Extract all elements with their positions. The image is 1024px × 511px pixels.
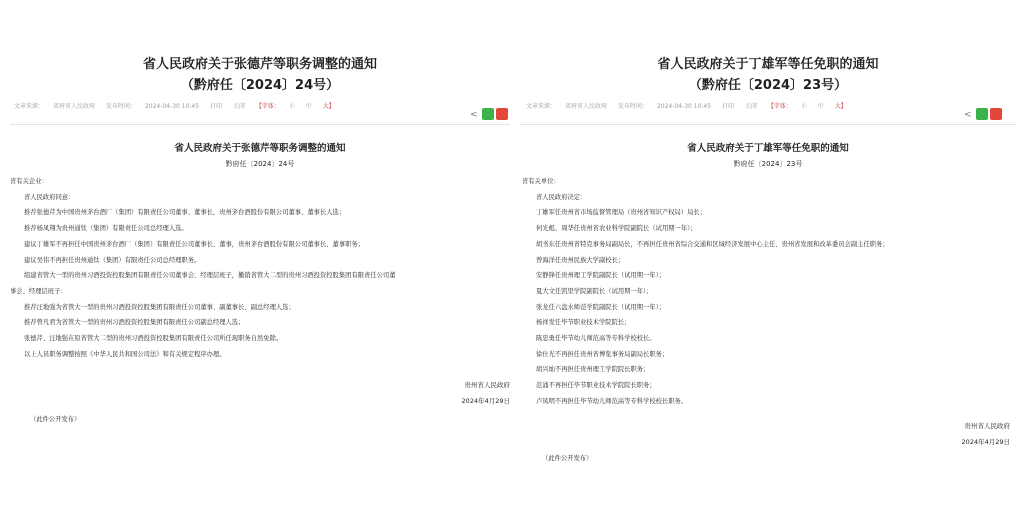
document-title: 省人民政府关于丁雄军等任免职的通知 xyxy=(687,143,849,154)
font-size-label: 【字体： xyxy=(255,103,280,110)
issue-date: 2024年4月29日 xyxy=(461,397,510,405)
public-release-note: （此件公开发布） xyxy=(30,416,81,423)
document-title: 省人民政府关于张德芹等职务调整的通知 xyxy=(174,143,346,154)
date-value: 2024-04-30 10:45 xyxy=(656,103,712,110)
paragraph: 丁雄军任贵州省市场监督管理局（贵州省知识产权局）局长； xyxy=(536,209,707,217)
public-release-note: （此件公开发布） xyxy=(542,455,593,462)
paragraph: 陈忠勇任毕节幼儿师范高等专科学校校长。 xyxy=(536,335,656,343)
date-label: 发布时间： xyxy=(617,103,648,110)
addressee: 省有关企业： xyxy=(10,178,48,185)
paragraph: 以上人员职务调整按照《中华人民共和国公司法》和有关规定程序办理。 xyxy=(24,350,226,358)
source-value: 省府省人民政府 xyxy=(53,103,96,110)
font-size-label: 【字体： xyxy=(767,103,792,110)
weibo-share-icon[interactable] xyxy=(990,108,1002,120)
paragraph: 张德芹、汪地强在原省管大二型的贵州习酒投资控股集团有限责任公司所任现职务自然免除。 xyxy=(24,335,283,343)
paragraph: 安静锋任贵州理工学院副院长（试用期一年）； xyxy=(536,272,666,280)
paragraph: 夏大文任凯里学院副院长（试用期一年）； xyxy=(536,287,653,295)
font-small-link[interactable]: 小 xyxy=(800,103,807,110)
date-label: 发布时间： xyxy=(105,103,136,110)
paragraph: 推荐杨凤翔为贵州通钛（集团）有限责任公司总经理人选。 xyxy=(24,225,188,233)
paragraph: 省人民政府决定： xyxy=(536,193,587,201)
paragraph: 建议吴伟不再担任贵州通钛（集团）有限责任公司总经理职务。 xyxy=(24,256,201,264)
issuing-authority: 贵州省人民政府 xyxy=(464,381,510,389)
font-big-link[interactable]: 大】 xyxy=(834,103,847,110)
source-label: 文章来源： xyxy=(14,103,45,110)
article-meta xyxy=(14,101,344,110)
paragraph: 推荐汪地强为省管大一型的贵州习酒投资控股集团有限责任公司董事、副董事长、副总经理人选； xyxy=(24,303,295,311)
paragraph: 建议丁雄军不再担任中国贵州茅台酒厂（集团）有限责任公司董事长、董事，贵州茅台酒股份有限公司董事长、董事职务； xyxy=(24,240,365,248)
share-icon[interactable]: < xyxy=(964,110,972,120)
divider xyxy=(520,124,1016,125)
print-link[interactable]: 打印 xyxy=(209,103,222,110)
paragraph: 胡书东任贵州省特克事务局副局长，不再担任贵州省综合交通和区域经济发展中心主任、贵州省发展和改革委员会副主任职务； xyxy=(536,240,889,248)
paragraph: 组建省管大一型的贵州习酒投资控股集团有限责任公司董事会、经理层班子，撤销省管大二型的贵州习酒投资控股集团有限责任公司董 xyxy=(24,272,396,280)
share-bar xyxy=(470,108,510,120)
paragraph: 徐仕光不再担任贵州省博览事务局副局长职务； xyxy=(536,350,669,358)
date-value: 2024-04-30 10:45 xyxy=(144,103,200,110)
wechat-share-icon[interactable] xyxy=(976,108,988,120)
font-small-link[interactable]: 小 xyxy=(288,103,295,110)
notice-doc-number-title: （黔府任〔2024〕24号） xyxy=(180,78,340,93)
paragraph: 卢凤明不再担任毕节幼儿师范高等专科学校校长职务。 xyxy=(536,397,688,405)
paragraph: 推荐曾凡君为省管大一型的贵州习酒投资控股集团有限责任公司副总经理人选； xyxy=(24,319,245,327)
paragraph: 杨祥发任毕节职业技术学院院长； xyxy=(536,319,631,327)
notice-title: 省人民政府关于丁雄军等任免职的通知 xyxy=(657,57,879,72)
font-mid-link[interactable]: 中 xyxy=(817,103,824,110)
issue-date: 2024年4月29日 xyxy=(961,438,1010,446)
paragraph: 曾海洋任贵州民族大学副校长； xyxy=(536,256,625,264)
document-number: 黔府任〔2024〕24号 xyxy=(225,160,295,168)
article-meta xyxy=(526,101,856,110)
document-body xyxy=(10,174,396,362)
paragraph: 推荐张德芹为中国贵州茅台酒厂（集团）有限责任公司董事、董事长，贵州茅台酒股份有限公司董事、董事长人选； xyxy=(24,209,346,217)
document-body xyxy=(522,174,889,410)
paragraph: 张龙任六盘水师范学院副院长（试用期一年）； xyxy=(536,303,666,311)
wechat-share-icon[interactable] xyxy=(482,108,494,120)
paragraph: 何光彪、周华任贵州省农业科学院副院长（试用期一年）； xyxy=(536,225,697,233)
issuing-authority: 贵州省人民政府 xyxy=(964,422,1010,430)
source-label: 文章来源： xyxy=(526,103,557,110)
document-number: 黔府任〔2024〕23号 xyxy=(733,160,803,168)
addressee: 省有关单位： xyxy=(522,178,560,185)
font-big-link[interactable]: 大】 xyxy=(322,103,335,110)
divider xyxy=(10,124,510,125)
notice-doc-number-title: （黔府任〔2024〕23号） xyxy=(688,78,848,93)
right-notice-panel xyxy=(512,0,1024,511)
paragraph: 胡兴灿不再担任贵州理工学院院长职务； xyxy=(536,366,650,374)
close-link[interactable]: 关闭 xyxy=(232,103,245,110)
close-link[interactable]: 关闭 xyxy=(744,103,757,110)
notice-title: 省人民政府关于张德芹等职务调整的通知 xyxy=(142,57,377,72)
share-bar xyxy=(964,108,1004,120)
paragraph: 范涌不再担任毕节职业技术学院院长职务； xyxy=(536,382,656,390)
print-link[interactable]: 打印 xyxy=(721,103,734,110)
signature-block xyxy=(962,418,1010,450)
weibo-share-icon[interactable] xyxy=(496,108,508,120)
source-value: 省府省人民政府 xyxy=(565,103,608,110)
paragraph: 省人民政府同意： xyxy=(24,193,75,201)
signature-block xyxy=(462,377,510,409)
paragraph-continuation: 事会、经理层班子： xyxy=(10,287,67,295)
font-mid-link[interactable]: 中 xyxy=(305,103,312,110)
share-icon[interactable]: < xyxy=(470,110,478,120)
